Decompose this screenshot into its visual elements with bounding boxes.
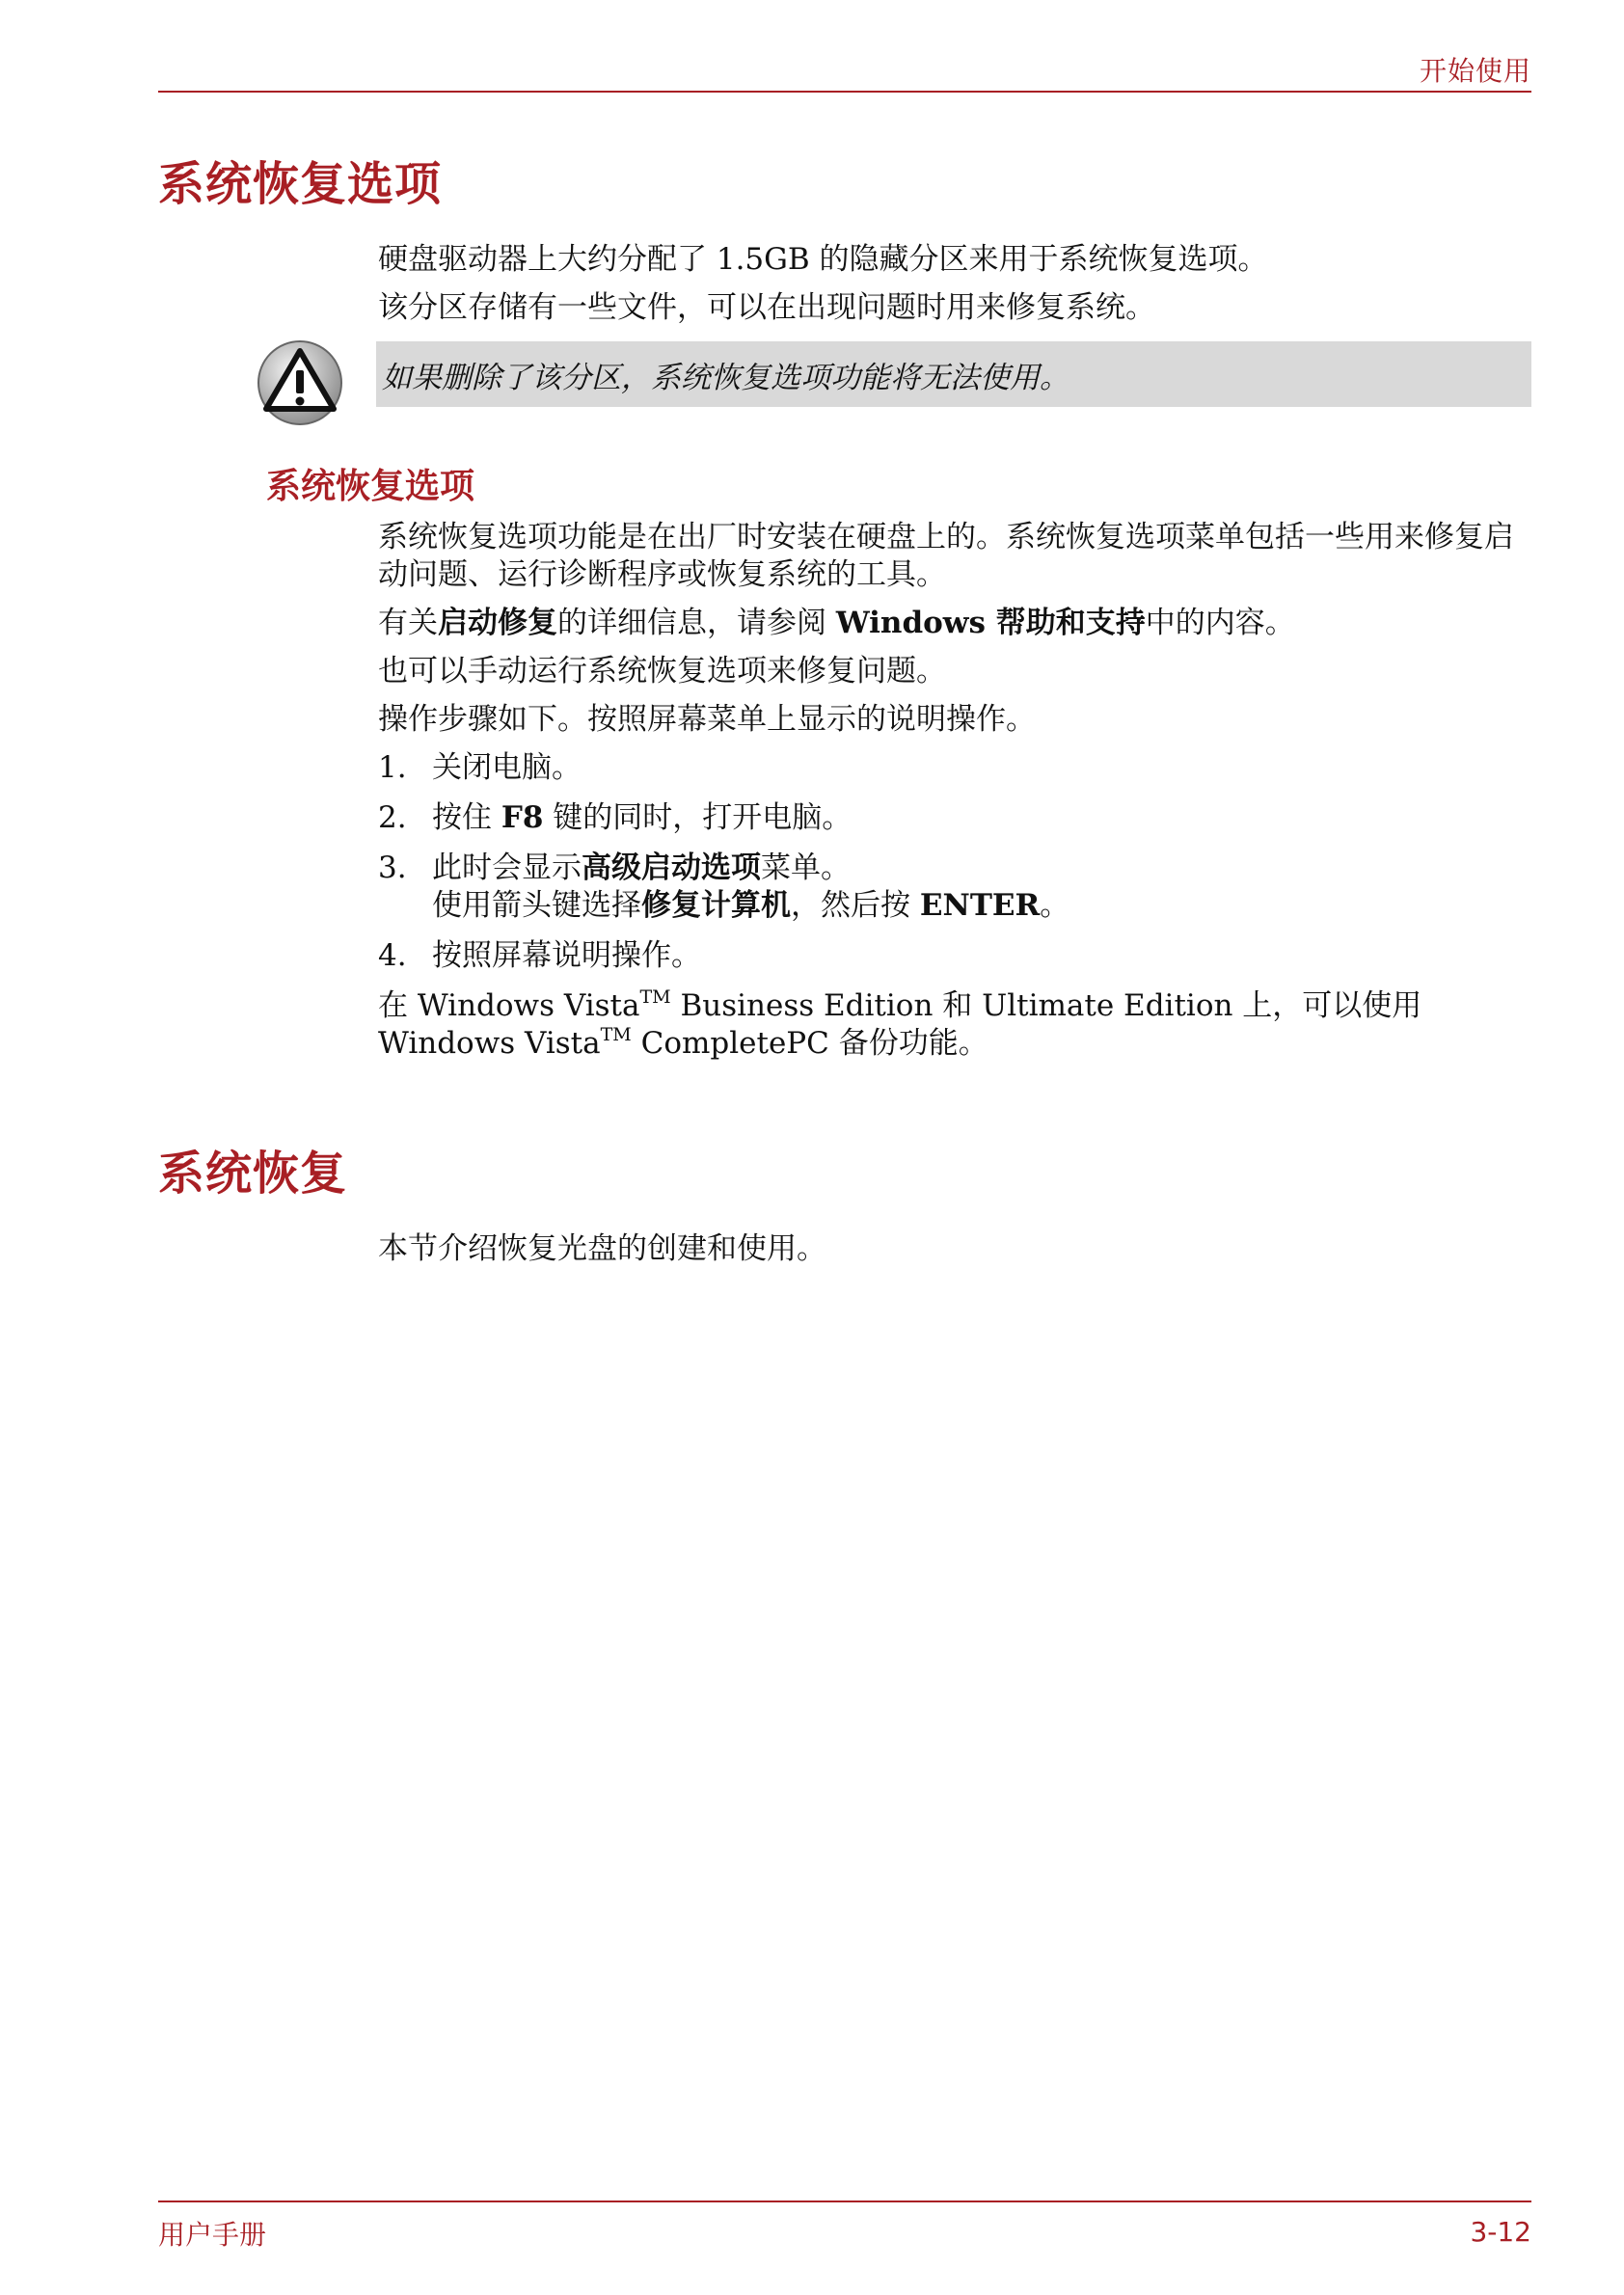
subsection-heading-recovery-options: 系统恢复选项 xyxy=(266,467,475,506)
footer-rule xyxy=(158,2200,1531,2202)
section-heading-system-recovery: 系统恢复 xyxy=(158,1147,348,1201)
step-text xyxy=(432,850,1531,925)
intro-paragraph-1: 硬盘驱动器上大约分配了 1.5GB 的隐藏分区来用于系统恢复选项。 xyxy=(378,242,1268,277)
subsection-paragraph-2 xyxy=(378,605,1531,642)
p2-text-post: 中的内容。 xyxy=(1145,606,1295,640)
step3-text-pre: 此时会显示 xyxy=(432,850,582,885)
trademark-mark: TM xyxy=(600,1024,632,1045)
section-heading-recovery-options: 系统恢复选项 xyxy=(158,157,443,211)
header-rule xyxy=(158,91,1531,93)
step-text: 按照屏幕说明操作。 xyxy=(432,938,701,973)
step-number: 3. xyxy=(378,850,407,885)
p2-text-pre: 有关 xyxy=(378,606,438,640)
section2-body xyxy=(378,1230,1531,1279)
step-number: 2. xyxy=(378,800,407,835)
subsection-body xyxy=(378,519,1531,1073)
p5-text-c: CompletePC 备份功能。 xyxy=(631,1026,988,1061)
step-text xyxy=(432,799,1531,837)
step-number: 4. xyxy=(378,938,407,973)
footer-manual-title: 用户手册 xyxy=(158,2219,267,2251)
page-number: 3-12 xyxy=(1470,2216,1531,2248)
p2-bold-windows-help: Windows 帮助和支持 xyxy=(835,606,1146,640)
step-number: 1. xyxy=(378,750,407,785)
section1-intro xyxy=(378,241,1531,338)
subsection-paragraph-5 xyxy=(378,987,1531,1063)
step2-text-pre: 按住 xyxy=(432,800,501,835)
step-item-1 xyxy=(378,749,1531,787)
p5-text-a: 在 Windows Vista xyxy=(378,988,640,1023)
step3-line2-pre: 使用箭头键选择 xyxy=(432,888,641,923)
warning-text: 如果删除了该分区，系统恢复选项功能将无法使用。 xyxy=(382,361,1069,395)
step2-bold-key: F8 xyxy=(501,800,544,835)
step-item-2 xyxy=(378,799,1531,837)
subsection-paragraph-1: 系统恢复选项功能是在出厂时安装在硬盘上的。系统恢复选项菜单包括一些用来修复启动问题、运行诊断程序或恢复系统的工具。 xyxy=(378,520,1514,592)
p2-bold-startup-repair: 启动修复 xyxy=(438,606,557,640)
step-item-4 xyxy=(378,937,1531,975)
step2-text-post: 键的同时，打开电脑。 xyxy=(543,800,853,835)
step-text: 关闭电脑。 xyxy=(432,750,582,785)
step3-line2-mid: ，然后按 xyxy=(791,888,920,923)
step-item-3 xyxy=(378,850,1531,925)
warning-callout xyxy=(376,341,1531,407)
running-header-title: 开始使用 xyxy=(1419,55,1531,87)
step3-bold-enter: ENTER xyxy=(919,888,1041,923)
p2-text-mid: 的详细信息，请参阅 xyxy=(557,606,836,640)
step3-line2-post: 。 xyxy=(1040,888,1070,923)
step3-bold-repair: 修复计算机 xyxy=(641,888,791,923)
step3-text-post: 菜单。 xyxy=(761,850,851,885)
warning-triangle-icon xyxy=(257,339,343,426)
intro-paragraph-2: 该分区存储有一些文件，可以在出现问题时用来修复系统。 xyxy=(378,290,1155,325)
trademark-mark: TM xyxy=(639,986,671,1008)
section2-paragraph-1: 本节介绍恢复光盘的创建和使用。 xyxy=(378,1231,826,1266)
p5-text-b: Business Edition 和 Ultimate Edition 上，可以使用 Windows Vista xyxy=(378,988,1422,1061)
subsection-paragraph-4: 操作步骤如下。按照屏幕菜单上显示的说明操作。 xyxy=(378,702,1036,737)
subsection-paragraph-3: 也可以手动运行系统恢复选项来修复问题。 xyxy=(378,654,946,688)
step3-bold-menu: 高级启动选项 xyxy=(582,850,761,885)
